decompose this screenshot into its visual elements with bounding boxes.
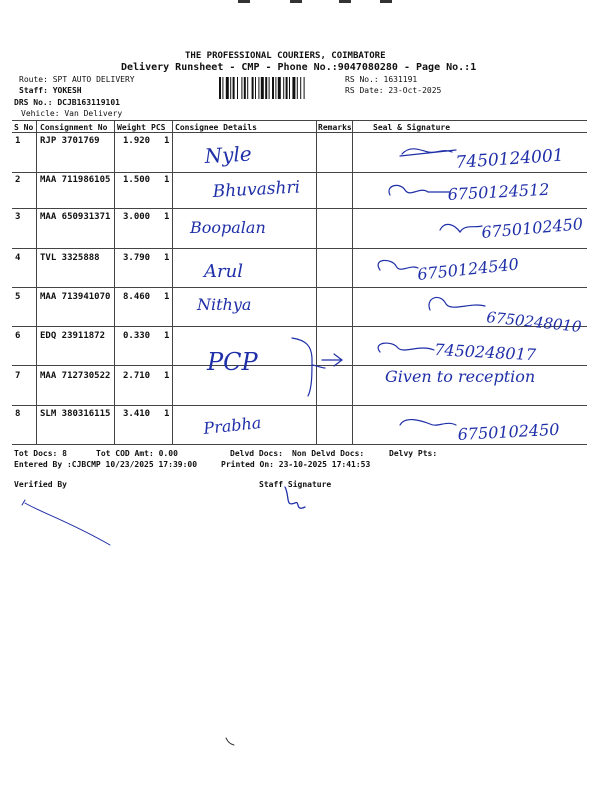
row-sno: 5 xyxy=(15,292,21,302)
consignee-signature-3: Boopalan xyxy=(190,218,266,237)
row-sno: 3 xyxy=(15,212,21,222)
row-weight: 0.330 xyxy=(123,331,151,341)
col-seal: Seal & Signature xyxy=(373,123,451,132)
entered-by: Entered By :CJBCMP 10/23/2025 17:39:00 xyxy=(14,460,198,469)
rs-number: RS No.: 1631191 xyxy=(345,75,418,84)
row-pcs: 1 xyxy=(164,371,170,381)
row-weight: 3.410 xyxy=(123,409,151,419)
route-label: Route: SPT AUTO DELIVERY xyxy=(19,75,135,84)
seal-signature-2: 6750124512 xyxy=(447,179,550,204)
scribble-5 xyxy=(429,297,485,310)
row-sno: 8 xyxy=(15,409,21,419)
scribble-1 xyxy=(400,149,456,156)
row-pcs: 1 xyxy=(164,175,170,185)
consignee-signature-4: Arul xyxy=(204,261,243,282)
col-sno: S No xyxy=(14,123,34,132)
scribble-6 xyxy=(378,343,434,352)
scribble-8 xyxy=(400,420,456,426)
consignee-signature-6: PCP xyxy=(207,348,258,376)
col-remarks: Remarks xyxy=(318,123,352,132)
seal-signature-7: Given to reception xyxy=(385,367,536,386)
row-sno: 6 xyxy=(15,331,21,341)
seal-signature-3: 6750102450 xyxy=(480,214,584,242)
row-sno: 4 xyxy=(15,253,21,263)
delvd-docs: Delvd Docs: xyxy=(230,449,283,458)
row-weight: 2.710 xyxy=(123,371,151,381)
row-consignment: TVL 3325888 xyxy=(40,253,100,263)
stray-mark xyxy=(226,738,234,745)
row-weight: 8.460 xyxy=(123,292,151,302)
staff-signature-label: Staff Signature xyxy=(259,480,332,489)
scribble-3 xyxy=(440,224,482,232)
seal-signature-8: 6750102450 xyxy=(457,419,560,444)
row-pcs: 1 xyxy=(164,292,170,302)
row-consignment: SLM 380316115 xyxy=(40,409,111,419)
row-pcs: 1 xyxy=(164,136,170,146)
row-weight: 1.500 xyxy=(123,175,151,185)
row-weight: 3.790 xyxy=(123,253,151,263)
verified-by-label: Verified By xyxy=(14,480,67,489)
vehicle-label: Vehicle: Van Delivery xyxy=(21,109,123,118)
consignee-signature-2: Bhuvashri xyxy=(212,177,301,202)
company-name: THE PROFESSIONAL COURIERS, COIMBATORE xyxy=(185,51,386,61)
rs-date: RS Date: 23-Oct-2025 xyxy=(345,86,442,95)
arrow-mark xyxy=(322,354,342,366)
seal-signature-4: 6750124540 xyxy=(416,254,520,284)
printed-on: Printed On: 23-10-2025 17:41:53 xyxy=(221,460,371,469)
staff-label: Staff: YOKESH xyxy=(19,86,82,95)
staff-signature-mark xyxy=(285,487,305,508)
runsheet-subtitle: Delivery Runsheet - CMP - Phone No.:9047080280 - Page No.:1 xyxy=(121,62,477,73)
seal-signature-5: 6750248010 xyxy=(485,308,583,336)
row-pcs: 1 xyxy=(164,253,170,263)
seal-signature-6: 7450248017 xyxy=(433,340,537,365)
row-pcs: 1 xyxy=(164,409,170,419)
consignee-signature-5: Nithya xyxy=(197,295,252,314)
bracket-mark xyxy=(292,338,325,396)
drs-number: DRS No.: DCJB163119101 xyxy=(14,98,120,107)
col-weight: Weight xyxy=(117,123,146,132)
delvy-pts: Delvy Pts: xyxy=(389,449,438,458)
row-sno: 7 xyxy=(15,371,21,381)
col-consignee: Consignee Details xyxy=(175,123,257,132)
scribble-4 xyxy=(378,260,418,270)
seal-signature-1: 7450124001 xyxy=(454,145,565,173)
row-consignment: MAA 713941070 xyxy=(40,292,111,302)
row-consignment: MAA 712730522 xyxy=(40,371,111,381)
verified-signature xyxy=(22,500,110,545)
row-consignment: RJP 3701769 xyxy=(40,136,100,146)
row-weight: 1.920 xyxy=(123,136,151,146)
scribble-2 xyxy=(389,185,450,195)
row-weight: 3.000 xyxy=(123,212,151,222)
tot-docs: Tot Docs: 8 xyxy=(14,449,67,458)
row-sno: 1 xyxy=(15,136,21,146)
col-pcs: PCS xyxy=(151,123,166,132)
row-consignment: MAA 711986105 xyxy=(40,175,111,185)
row-pcs: 1 xyxy=(164,212,170,222)
non-delvd-docs: Non Delvd Docs: xyxy=(292,449,365,458)
row-pcs: 1 xyxy=(164,331,170,341)
tot-cod: Tot COD Amt: 0.00 xyxy=(96,449,178,458)
row-consignment: MAA 650931371 xyxy=(40,212,111,222)
consignee-signature-1: Nyle xyxy=(204,141,253,168)
consignee-signature-8: Prabha xyxy=(202,413,263,438)
col-consignment: Consignment No xyxy=(40,123,108,132)
row-sno: 2 xyxy=(15,175,21,185)
row-consignment: EDQ 23911872 xyxy=(40,331,106,341)
